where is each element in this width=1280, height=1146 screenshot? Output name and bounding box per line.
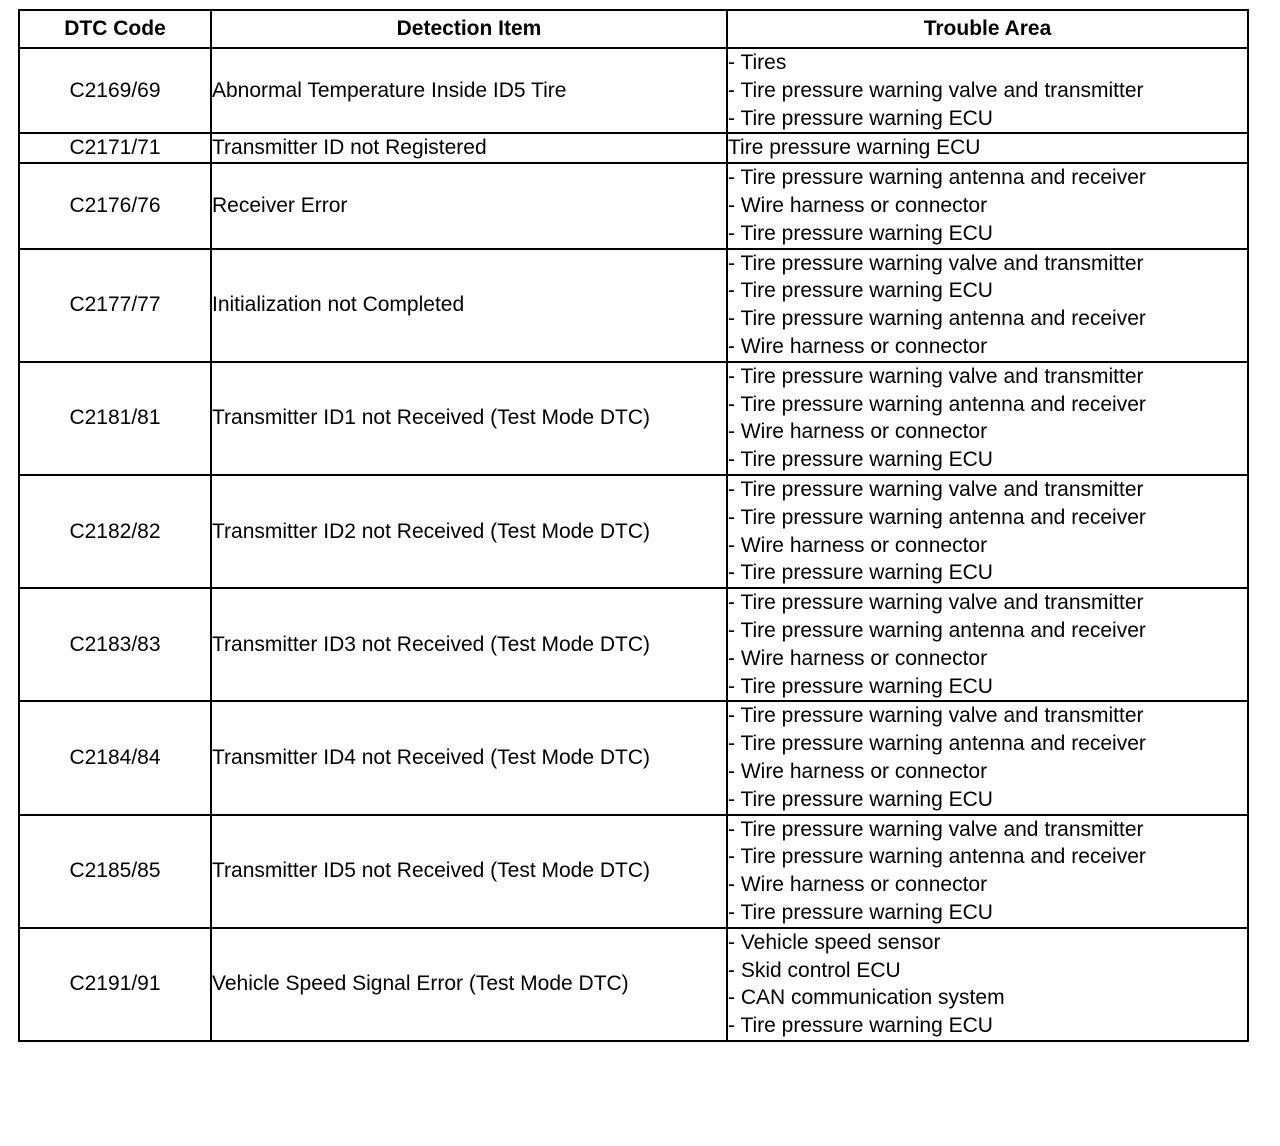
trouble-area-line: - Tire pressure warning valve and transmitter	[728, 364, 1144, 388]
trouble-area-line: - Tire pressure warning ECU	[728, 221, 993, 245]
table-row	[19, 928, 1248, 1041]
dtc-code-cell: C2182/82	[19, 475, 211, 588]
trouble-area-line: - Tire pressure warning ECU	[728, 448, 993, 472]
trouble-area-cell	[727, 362, 1248, 475]
trouble-area-line: - Wire harness or connector	[728, 646, 988, 670]
trouble-area-line: Tire pressure warning ECU	[728, 136, 981, 160]
trouble-area-line: - CAN communication system	[728, 986, 1005, 1010]
dtc-code-cell: C2176/76	[19, 163, 211, 248]
trouble-area-line: - Tire pressure warning ECU	[728, 674, 993, 698]
detection-item-cell: Transmitter ID4 not Received (Test Mode DTC)	[211, 701, 727, 814]
table-row	[19, 701, 1248, 814]
header-row	[19, 10, 1248, 48]
trouble-area-line: - Tire pressure warning ECU	[728, 1014, 993, 1038]
dtc-table	[18, 9, 1249, 1042]
trouble-area-line: - Tire pressure warning antenna and receiver	[728, 618, 1146, 642]
trouble-area-line: - Tire pressure warning valve and transmitter	[728, 591, 1144, 615]
trouble-area-cell	[727, 48, 1248, 133]
trouble-area-line: - Wire harness or connector	[728, 193, 988, 217]
detection-item-cell: Transmitter ID3 not Received (Test Mode DTC)	[211, 588, 727, 701]
trouble-area-line: - Tire pressure warning ECU	[728, 106, 993, 130]
dtc-code-cell: C2191/91	[19, 928, 211, 1041]
trouble-area-line: - Tire pressure warning ECU	[728, 561, 993, 585]
detection-item-cell: Vehicle Speed Signal Error (Test Mode DTC)	[211, 928, 727, 1041]
table-row	[19, 815, 1248, 928]
detection-item-cell: Transmitter ID not Registered	[211, 133, 727, 163]
table-body	[19, 48, 1248, 1041]
trouble-area-cell	[727, 588, 1248, 701]
dtc-code-cell: C2183/83	[19, 588, 211, 701]
trouble-area-cell	[727, 249, 1248, 362]
trouble-area-line: - Tire pressure warning ECU	[728, 900, 993, 924]
trouble-area-line: - Tire pressure warning valve and transmitter	[728, 817, 1144, 841]
trouble-area-line: - Tire pressure warning antenna and receiver	[728, 845, 1146, 869]
dtc-code-cell: C2169/69	[19, 48, 211, 133]
trouble-area-line: - Wire harness or connector	[728, 334, 988, 358]
trouble-area-line: - Tire pressure warning antenna and receiver	[728, 732, 1146, 756]
table-row	[19, 48, 1248, 133]
trouble-area-line: - Tire pressure warning ECU	[728, 787, 993, 811]
header-dtc-code: DTC Code	[19, 10, 211, 48]
detection-item-cell: Transmitter ID1 not Received (Test Mode DTC)	[211, 362, 727, 475]
header-trouble-area: Trouble Area	[727, 10, 1248, 48]
trouble-area-line: - Wire harness or connector	[728, 759, 988, 783]
dtc-code-cell: C2171/71	[19, 133, 211, 163]
table-row	[19, 588, 1248, 701]
detection-item-cell: Transmitter ID2 not Received (Test Mode DTC)	[211, 475, 727, 588]
detection-item-cell: Abnormal Temperature Inside ID5 Tire	[211, 48, 727, 133]
trouble-area-line: - Tire pressure warning antenna and receiver	[728, 505, 1146, 529]
table-row	[19, 163, 1248, 248]
trouble-area-line: - Tires	[728, 51, 787, 74]
trouble-area-line: - Vehicle speed sensor	[728, 930, 941, 954]
trouble-area-line: - Skid control ECU	[728, 958, 901, 982]
trouble-area-line: - Tire pressure warning antenna and receiver	[728, 392, 1146, 416]
trouble-area-line: - Tire pressure warning valve and transmitter	[728, 704, 1144, 728]
trouble-area-line: - Tire pressure warning valve and transmitter	[728, 251, 1144, 275]
trouble-area-line: - Wire harness or connector	[728, 420, 988, 444]
trouble-area-line: - Wire harness or connector	[728, 533, 988, 557]
table-row	[19, 133, 1248, 163]
trouble-area-cell	[727, 475, 1248, 588]
table-row	[19, 249, 1248, 362]
header-detection-item: Detection Item	[211, 10, 727, 48]
trouble-area-line: - Tire pressure warning antenna and receiver	[728, 307, 1146, 331]
trouble-area-line: - Tire pressure warning antenna and receiver	[728, 166, 1146, 190]
detection-item-cell: Initialization not Completed	[211, 249, 727, 362]
dtc-code-cell: C2177/77	[19, 249, 211, 362]
trouble-area-cell	[727, 163, 1248, 248]
trouble-area-cell	[727, 815, 1248, 928]
trouble-area-cell	[727, 928, 1248, 1041]
trouble-area-line: - Tire pressure warning ECU	[728, 279, 993, 303]
dtc-code-cell: C2184/84	[19, 701, 211, 814]
table-row	[19, 362, 1248, 475]
table-row	[19, 475, 1248, 588]
trouble-area-cell	[727, 133, 1248, 163]
dtc-code-cell: C2181/81	[19, 362, 211, 475]
detection-item-cell: Transmitter ID5 not Received (Test Mode DTC)	[211, 815, 727, 928]
trouble-area-line: - Tire pressure warning valve and transmitter	[728, 477, 1144, 501]
trouble-area-line: - Wire harness or connector	[728, 873, 988, 897]
trouble-area-line: - Tire pressure warning valve and transmitter	[728, 78, 1144, 102]
trouble-area-cell	[727, 701, 1248, 814]
dtc-code-cell: C2185/85	[19, 815, 211, 928]
detection-item-cell: Receiver Error	[211, 163, 727, 248]
